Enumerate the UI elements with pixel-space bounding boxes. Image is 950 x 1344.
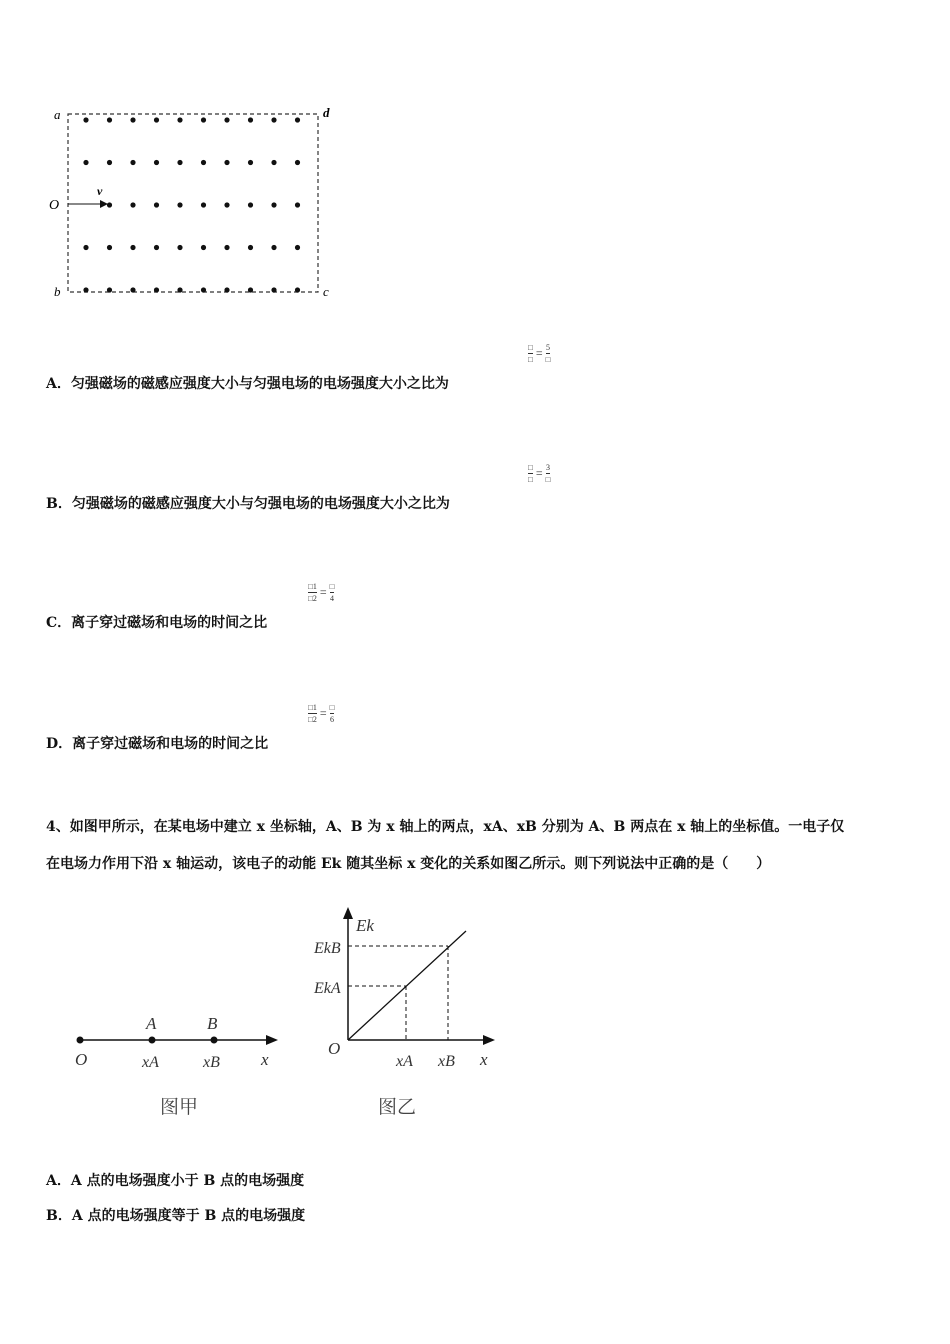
corner-label-b: b xyxy=(54,284,61,299)
field-dot xyxy=(154,160,159,165)
field-dot xyxy=(107,287,112,292)
field-dot xyxy=(295,245,300,250)
field-dot xyxy=(83,287,88,292)
corner-label-d: d xyxy=(323,105,330,120)
field-dot xyxy=(130,287,135,292)
x-axis-arrow-yi xyxy=(483,1035,495,1045)
corner-label-a: a xyxy=(54,107,61,122)
field-dot xyxy=(201,202,206,207)
field-dot xyxy=(295,160,300,165)
caption-yi: 图乙 xyxy=(378,1097,417,1118)
option-d: D．离子穿过磁场和电场的时间之比 xyxy=(46,736,269,752)
field-dot xyxy=(224,160,229,165)
field-dot xyxy=(177,160,182,165)
label-xB-yi: xB xyxy=(438,1053,455,1070)
field-dot xyxy=(83,160,88,165)
q4-option-a: A．A 点的电场强度小于 B 点的电场强度 xyxy=(46,1173,305,1189)
question-4-line1: 4、如图甲所示，在某电场中建立 x 坐标轴，A、B 为 x 轴上的两点，xA、xB 分别为 A、B 两点在 x 轴上的坐标值。一电子仅 xyxy=(46,819,845,835)
field-dot xyxy=(295,287,300,292)
figure-jia xyxy=(66,1005,296,1120)
option-d-fraction: $\frac{□1}{□2}$ = □ 6 xyxy=(308,703,335,724)
label-O-jia: O xyxy=(75,1050,88,1069)
field-dot xyxy=(83,117,88,122)
field-dot xyxy=(130,202,135,207)
field-dot xyxy=(154,245,159,250)
velocity-arrowhead xyxy=(100,200,108,208)
field-dot xyxy=(224,245,229,250)
label-A: A xyxy=(146,1014,157,1033)
field-dot xyxy=(248,160,253,165)
label-EkA: EkA xyxy=(314,980,341,997)
option-b: B．匀强磁场的磁感应强度大小与匀强电场的电场强度大小之比为 xyxy=(46,496,450,512)
field-dot xyxy=(107,245,112,250)
field-dot xyxy=(201,287,206,292)
figure-yi xyxy=(310,905,510,1120)
label-Ek: Ek xyxy=(356,916,374,935)
label-x-yi: x xyxy=(480,1050,488,1069)
field-dot xyxy=(107,117,112,122)
field-dot xyxy=(248,202,253,207)
caption-jia: 图甲 xyxy=(160,1097,199,1118)
field-dot xyxy=(107,202,112,207)
field-dot xyxy=(107,160,112,165)
magnetic-field-figure xyxy=(40,100,350,305)
label-xA-yi: xA xyxy=(396,1053,413,1070)
y-axis-arrow-yi xyxy=(343,907,353,919)
field-dot xyxy=(201,245,206,250)
label-O-yi: O xyxy=(328,1039,341,1058)
field-dot xyxy=(271,202,276,207)
field-dot xyxy=(248,245,253,250)
field-dot xyxy=(177,245,182,250)
field-dot xyxy=(154,202,159,207)
velocity-label-v: v xyxy=(97,184,103,198)
point-A xyxy=(149,1037,156,1044)
field-dot xyxy=(271,117,276,122)
q4-option-b: B．A 点的电场强度等于 B 点的电场强度 xyxy=(46,1208,306,1224)
label-xA-jia: xA xyxy=(142,1054,159,1071)
field-dot xyxy=(130,245,135,250)
option-b-fraction: □ □ = 3 □ xyxy=(528,463,551,484)
origin-label-O: O xyxy=(49,198,60,213)
option-a: A．匀强磁场的磁感应强度大小与匀强电场的电场强度大小之比为 xyxy=(46,376,449,392)
field-dot xyxy=(224,287,229,292)
corner-label-c: c xyxy=(323,284,329,299)
field-dot xyxy=(201,160,206,165)
field-dot xyxy=(224,202,229,207)
field-dot xyxy=(248,117,253,122)
field-dot xyxy=(177,117,182,122)
label-xB-jia: xB xyxy=(203,1054,220,1071)
field-dots xyxy=(83,117,300,292)
question-4-line2: 在电场力作用下沿 x 轴运动，该电子的动能 Ek 随其坐标 x 变化的关系如图乙所示。则下列说法中正确的是（ ） xyxy=(46,856,771,872)
field-dot xyxy=(271,245,276,250)
label-x-jia: x xyxy=(261,1050,269,1069)
label-B: B xyxy=(207,1014,218,1033)
field-dot xyxy=(130,160,135,165)
field-dot xyxy=(295,117,300,122)
field-dot xyxy=(154,117,159,122)
field-dot xyxy=(130,117,135,122)
field-dot xyxy=(271,160,276,165)
field-dot xyxy=(224,117,229,122)
field-dot xyxy=(83,245,88,250)
point-B xyxy=(211,1037,218,1044)
option-a-fraction: □ □ = 5 □ xyxy=(528,343,551,364)
field-dot xyxy=(154,287,159,292)
point-O-jia xyxy=(77,1037,84,1044)
field-dot xyxy=(177,202,182,207)
label-EkB: EkB xyxy=(314,940,341,957)
option-c: C．离子穿过磁场和电场的时间之比 xyxy=(46,615,268,631)
x-axis-arrow-jia xyxy=(266,1035,278,1045)
option-c-fraction: $\frac{□1}{□2}$ = □ 4 xyxy=(308,582,335,603)
field-dot xyxy=(295,202,300,207)
field-dot xyxy=(201,117,206,122)
field-dot xyxy=(177,287,182,292)
field-dot xyxy=(248,287,253,292)
field-dot xyxy=(271,287,276,292)
